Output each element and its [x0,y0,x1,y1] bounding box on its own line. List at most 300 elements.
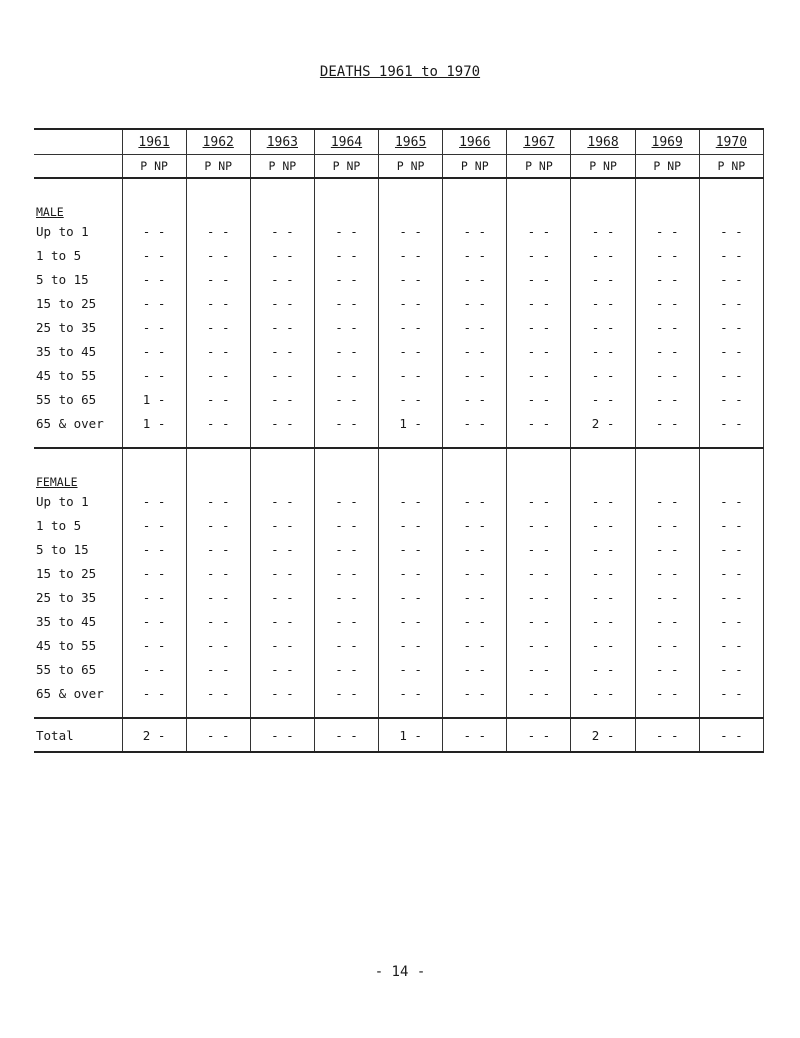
spacer-cell [571,435,635,448]
year-header: 1963 [250,129,314,155]
age-group-cell: - - [571,633,635,657]
total-label: Total [34,718,122,752]
age-group-cell: - - [507,243,571,267]
section-heading-cell [699,448,763,489]
age-group-cell: - - [186,633,250,657]
section-heading-cell [571,178,635,219]
age-group-cell: - - [314,513,378,537]
age-group-cell: - - [250,339,314,363]
age-group-label: 55 to 65 [36,661,97,677]
age-group-cell: - - [314,315,378,339]
pnp-header: P NP [699,155,763,179]
age-group-cell: - - [635,243,699,267]
age-group-cell: - - [635,681,699,705]
age-group-cell: - - [443,411,507,435]
age-group-label: Up to 1 [36,223,89,239]
age-group-cell: - - [122,243,186,267]
total-cell: 2 - [122,718,186,752]
age-group-cell: - - [699,489,763,513]
age-group-cell: - - [699,633,763,657]
age-group-cell: - - [443,537,507,561]
age-group-cell: - - [635,561,699,585]
age-group-cell: - - [571,267,635,291]
pnp-header: P NP [571,155,635,179]
age-group-cell: - - [571,339,635,363]
age-group-cell: - - [507,561,571,585]
age-group-cell: - - [571,537,635,561]
age-group-label: 5 to 15 [36,271,89,287]
age-group-cell: - - [699,339,763,363]
age-group-cell: - - [314,363,378,387]
age-group-row [34,513,764,537]
section-heading-cell [635,178,699,219]
section-heading-cell [186,448,250,489]
spacer-row [34,705,764,718]
age-group-cell: - - [314,489,378,513]
section-heading-cell [122,178,186,219]
age-group-label: 15 to 25 [36,295,97,311]
age-group-cell: - - [186,267,250,291]
age-group-row [34,609,764,633]
spacer-cell [699,705,763,718]
spacer-cell [186,705,250,718]
year-header: 1970 [699,129,763,155]
age-group-cell: - - [571,315,635,339]
age-group-cell: 1 - [122,387,186,411]
age-group-cell: - - [571,387,635,411]
age-group-cell: - - [699,243,763,267]
section-heading-row [34,448,764,489]
age-group-cell: - - [186,489,250,513]
section-heading-cell [635,448,699,489]
age-group-cell: - - [635,657,699,681]
age-group-cell: - - [571,243,635,267]
spacer-cell [507,435,571,448]
age-group-cell: - - [122,513,186,537]
spacer-cell [314,705,378,718]
age-group-cell: - - [250,411,314,435]
age-group-row [34,219,764,243]
section-heading-text: MALE [36,205,64,219]
age-group-cell: - - [507,585,571,609]
age-group-cell: - - [571,513,635,537]
total-cell: - - [699,718,763,752]
age-group-cell: - - [699,315,763,339]
age-group-label: 25 to 35 [36,589,97,605]
age-group-cell: - - [186,291,250,315]
age-group-cell: - - [379,585,443,609]
age-group-cell: - - [507,291,571,315]
age-group-cell: - - [122,585,186,609]
age-group-cell: - - [314,339,378,363]
age-group-cell: - - [314,411,378,435]
age-group-cell: - - [250,657,314,681]
age-group-cell: - - [699,561,763,585]
age-group-cell: - - [443,291,507,315]
age-group-cell: - - [314,219,378,243]
age-group-cell: - - [314,681,378,705]
age-group-cell: - - [314,633,378,657]
age-group-cell: - - [571,363,635,387]
age-group-label: 45 to 55 [36,637,97,653]
age-group-cell: - - [699,681,763,705]
age-group-cell: - - [379,681,443,705]
age-group-cell: - - [186,411,250,435]
age-group-cell: - - [122,363,186,387]
age-group-row [34,633,764,657]
age-group-cell: - - [379,513,443,537]
age-group-label: 55 to 65 [36,391,97,407]
age-group-row [34,339,764,363]
age-group-cell: - - [379,243,443,267]
age-group-cell: - - [635,537,699,561]
age-group-cell: - - [379,219,443,243]
age-group-cell: - - [443,657,507,681]
age-group-cell: - - [443,585,507,609]
age-group-cell: - - [635,411,699,435]
age-group-cell: - - [314,387,378,411]
spacer-cell [507,705,571,718]
age-group-cell: 2 - [571,411,635,435]
year-header: 1969 [635,129,699,155]
age-group-cell: - - [443,633,507,657]
section-heading-cell [443,448,507,489]
section-heading-cell [379,178,443,219]
age-group-cell: - - [571,561,635,585]
pnp-header: P NP [122,155,186,179]
age-group-cell: - - [186,387,250,411]
age-group-cell: - - [122,609,186,633]
age-group-cell: - - [635,585,699,609]
age-group-cell: - - [507,363,571,387]
age-group-cell: - - [379,609,443,633]
age-group-cell: 1 - [379,411,443,435]
age-group-cell: - - [122,291,186,315]
age-group-cell: - - [186,219,250,243]
age-group-cell: - - [250,387,314,411]
table-body [34,178,764,752]
age-group-label: 65 & over [36,415,104,431]
age-group-cell: - - [122,657,186,681]
deaths-table [34,128,764,753]
age-group-cell: - - [635,291,699,315]
age-group-cell: - - [443,561,507,585]
age-group-cell: - - [507,411,571,435]
spacer [34,435,122,448]
age-group-cell: - - [699,657,763,681]
age-group-cell: - - [507,513,571,537]
age-group-label: 25 to 35 [36,319,97,335]
section-heading-cell [507,448,571,489]
age-group-cell: - - [443,243,507,267]
age-group-label: 5 to 15 [36,541,89,557]
pnp-header: P NP [379,155,443,179]
age-group-cell: - - [635,387,699,411]
age-group-cell: - - [314,657,378,681]
age-group-cell: - - [250,363,314,387]
age-group-cell: - - [443,681,507,705]
age-group-cell: - - [122,537,186,561]
age-group-cell: - - [635,633,699,657]
age-group-cell: - - [699,219,763,243]
section-heading-cell [250,178,314,219]
age-group-row [34,363,764,387]
age-group-cell: - - [443,513,507,537]
age-group-cell: - - [635,363,699,387]
age-group-row [34,681,764,705]
pnp-header: P NP [186,155,250,179]
pnp-header: P NP [250,155,314,179]
section-heading-row [34,178,764,219]
age-group-cell: - - [507,657,571,681]
spacer-cell [122,705,186,718]
age-group-label: Up to 1 [36,493,89,509]
age-group-cell: - - [443,267,507,291]
page-number: - 14 - [374,964,426,980]
age-group-label: 45 to 55 [36,367,97,383]
age-group-cell: - - [250,243,314,267]
corner-cell [34,155,122,179]
age-group-cell: - - [443,363,507,387]
age-group-cell: - - [314,243,378,267]
age-group-cell: - - [379,537,443,561]
age-group-cell: - - [250,291,314,315]
age-group-cell: - - [379,657,443,681]
age-group-label: 35 to 45 [36,613,97,629]
section-heading-cell [379,448,443,489]
age-group-row [34,411,764,435]
spacer [34,705,122,718]
section-heading-cell [699,178,763,219]
age-group-cell: - - [507,387,571,411]
total-cell: - - [507,718,571,752]
age-group-cell: - - [571,489,635,513]
age-group-label: 65 & over [36,685,104,701]
total-cell: - - [314,718,378,752]
age-group-row [34,561,764,585]
age-group-cell: - - [122,315,186,339]
age-group-cell: - - [699,363,763,387]
age-group-cell: - - [186,513,250,537]
age-group-cell: - - [250,681,314,705]
age-group-cell: - - [314,267,378,291]
age-group-row [34,585,764,609]
age-group-cell: - - [186,339,250,363]
age-group-label: 1 to 5 [36,517,82,533]
age-group-cell: - - [635,339,699,363]
age-group-cell: - - [507,315,571,339]
age-group-cell: - - [443,489,507,513]
age-group-label: 35 to 45 [36,343,97,359]
page-title: DEATHS 1961 to 1970 [319,64,481,80]
age-group-cell: - - [250,561,314,585]
age-group-cell: - - [379,315,443,339]
age-group-cell: - - [250,633,314,657]
pnp-header: P NP [314,155,378,179]
age-group-cell: - - [443,609,507,633]
total-row [34,718,764,752]
age-group-cell: - - [122,267,186,291]
age-group-cell: - - [443,315,507,339]
age-group-cell: - - [314,291,378,315]
age-group-cell: - - [122,681,186,705]
age-group-cell: - - [507,633,571,657]
age-group-cell: - - [571,585,635,609]
age-group-cell: - - [635,315,699,339]
age-group-cell: - - [250,513,314,537]
age-group-cell: - - [122,219,186,243]
age-group-cell: - - [507,219,571,243]
age-group-cell: - - [443,219,507,243]
spacer-cell [250,705,314,718]
age-group-cell: - - [379,561,443,585]
pnp-header: P NP [443,155,507,179]
section-heading-cell [250,448,314,489]
section-heading-cell [186,178,250,219]
spacer-cell [250,435,314,448]
age-group-cell: - - [314,609,378,633]
age-group-cell: - - [122,561,186,585]
age-group-cell: - - [699,585,763,609]
age-group-cell: - - [186,363,250,387]
spacer-row [34,435,764,448]
age-group-cell: - - [443,339,507,363]
age-group-row [34,243,764,267]
age-group-cell: - - [314,585,378,609]
age-group-cell: - - [122,339,186,363]
age-group-cell: - - [250,219,314,243]
age-group-cell: - - [507,267,571,291]
spacer-cell [443,705,507,718]
age-group-cell: - - [507,339,571,363]
spacer-cell [443,435,507,448]
age-group-row [34,489,764,513]
age-group-cell: - - [379,363,443,387]
age-group-cell: - - [635,219,699,243]
age-group-cell: - - [635,267,699,291]
spacer-cell [314,435,378,448]
age-group-cell: - - [699,267,763,291]
section-heading-cell [314,178,378,219]
age-group-cell: - - [443,387,507,411]
age-group-cell: - - [379,387,443,411]
age-group-row [34,537,764,561]
age-group-cell: - - [379,339,443,363]
age-group-row [34,387,764,411]
year-header: 1965 [379,129,443,155]
age-group-cell: - - [186,681,250,705]
section-heading [34,178,122,219]
total-cell: - - [250,718,314,752]
total-cell: - - [443,718,507,752]
age-group-cell: - - [250,315,314,339]
age-group-cell: - - [186,561,250,585]
section-heading-cell [571,448,635,489]
corner-cell [34,129,122,155]
section-heading-cell [507,178,571,219]
total-cell: - - [635,718,699,752]
age-group-cell: - - [250,267,314,291]
total-cell: 2 - [571,718,635,752]
year-header: 1961 [122,129,186,155]
age-group-cell: - - [699,609,763,633]
age-group-cell: - - [379,291,443,315]
age-group-cell: - - [635,609,699,633]
year-header: 1968 [571,129,635,155]
year-header: 1964 [314,129,378,155]
age-group-cell: - - [250,609,314,633]
age-group-cell: - - [379,633,443,657]
year-header: 1967 [507,129,571,155]
age-group-cell: - - [571,219,635,243]
age-group-cell: - - [635,513,699,537]
age-group-cell: - - [250,585,314,609]
age-group-cell: - - [699,387,763,411]
age-group-cell: - - [507,537,571,561]
age-group-cell: - - [250,489,314,513]
age-group-cell: - - [571,609,635,633]
age-group-cell: 1 - [122,411,186,435]
spacer-cell [635,435,699,448]
age-group-cell: - - [507,681,571,705]
age-group-cell: - - [635,489,699,513]
spacer-cell [571,705,635,718]
age-group-cell: - - [186,657,250,681]
age-group-cell: - - [571,657,635,681]
age-group-cell: - - [699,291,763,315]
age-group-cell: - - [186,609,250,633]
age-group-label: 1 to 5 [36,247,82,263]
spacer-cell [635,705,699,718]
age-group-row [34,267,764,291]
pnp-header: P NP [635,155,699,179]
section-heading-text: FEMALE [36,475,78,489]
age-group-cell: - - [507,609,571,633]
age-group-cell: - - [571,681,635,705]
age-group-row [34,657,764,681]
age-group-cell: - - [314,561,378,585]
age-group-cell: - - [699,537,763,561]
age-group-cell: - - [122,633,186,657]
age-group-row [34,291,764,315]
spacer-cell [379,435,443,448]
year-header: 1962 [186,129,250,155]
section-heading-cell [314,448,378,489]
pnp-header-row [34,155,764,179]
age-group-cell: - - [379,489,443,513]
spacer-cell [186,435,250,448]
total-cell: - - [186,718,250,752]
age-group-cell: - - [186,243,250,267]
age-group-cell: - - [571,291,635,315]
age-group-cell: - - [379,267,443,291]
total-cell: 1 - [379,718,443,752]
age-group-cell: - - [250,537,314,561]
age-group-cell: - - [186,315,250,339]
age-group-cell: - - [507,489,571,513]
age-group-cell: - - [699,411,763,435]
age-group-cell: - - [186,537,250,561]
spacer-cell [699,435,763,448]
year-header: 1966 [443,129,507,155]
pnp-header: P NP [507,155,571,179]
age-group-cell: - - [186,585,250,609]
spacer-cell [379,705,443,718]
year-header-row [34,129,764,155]
section-heading-cell [122,448,186,489]
spacer-cell [122,435,186,448]
age-group-row [34,315,764,339]
